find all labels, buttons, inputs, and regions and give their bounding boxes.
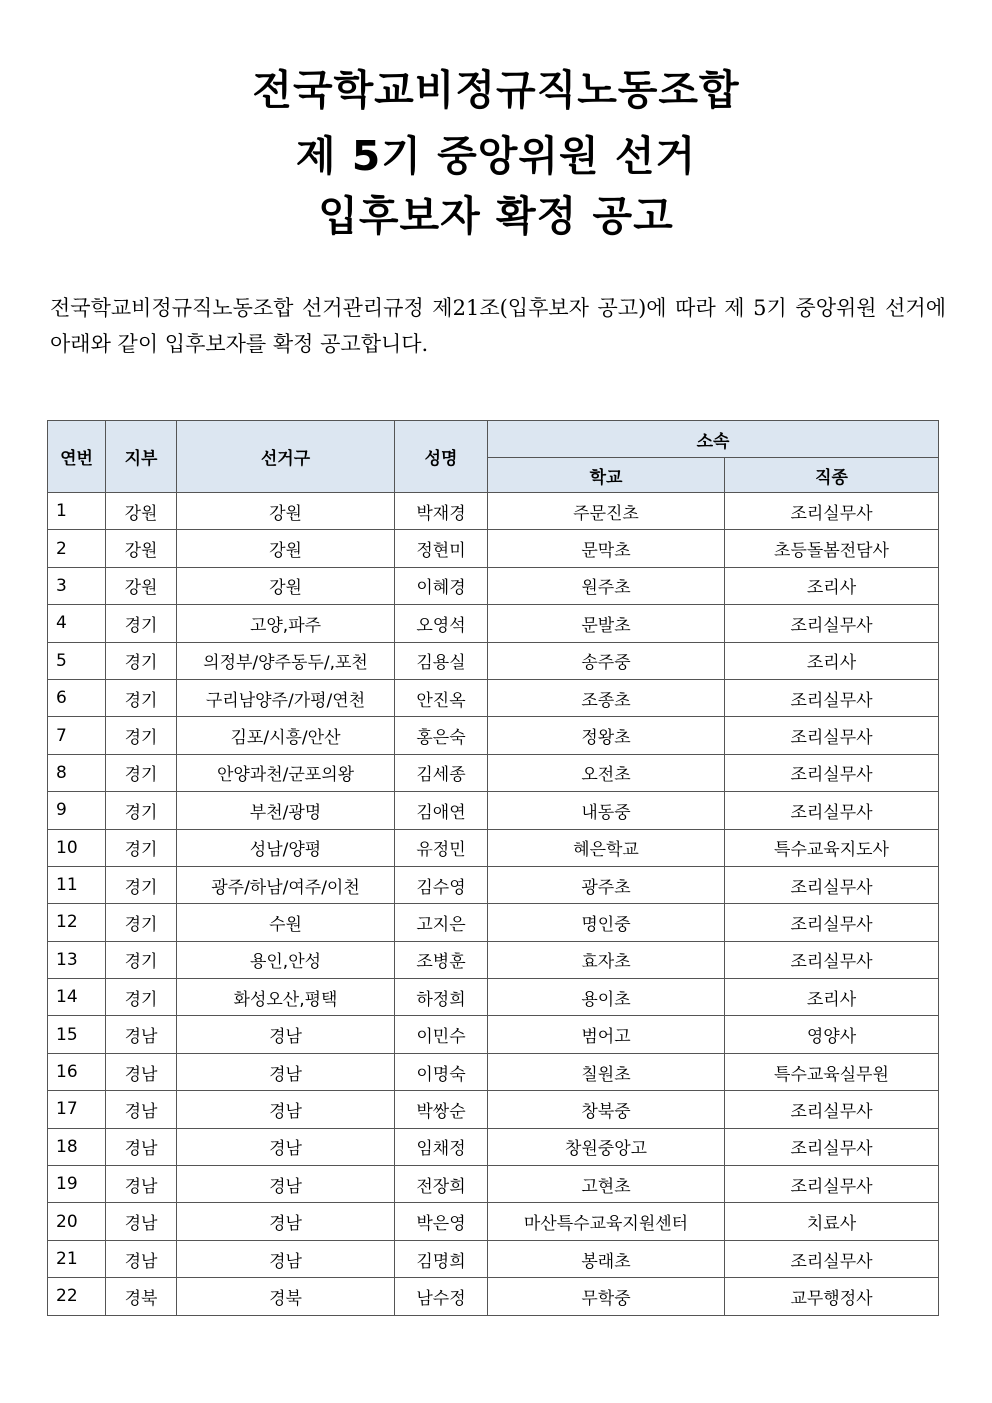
cell-school: 칠원초 (488, 1053, 725, 1090)
table-row (48, 941, 939, 978)
cell-name: 오영석 (395, 605, 488, 642)
cell-branch: 경기 (106, 605, 177, 642)
table-row (48, 1016, 939, 1053)
cell-branch: 경기 (106, 642, 177, 679)
cell-district: 강원 (177, 493, 395, 530)
cell-no: 22 (48, 1278, 106, 1315)
cell-district: 광주/하남/여주/이천 (177, 866, 395, 903)
cell-branch: 경기 (106, 754, 177, 791)
cell-no: 2 (48, 530, 106, 567)
cell-school: 원주초 (488, 567, 725, 604)
cell-no: 19 (48, 1166, 106, 1203)
cell-branch: 경기 (106, 717, 177, 754)
cell-job: 조리사 (725, 979, 939, 1016)
cell-name: 김명희 (395, 1240, 488, 1277)
cell-district: 고양,파주 (177, 605, 395, 642)
header-name: 성명 (395, 421, 488, 493)
cell-district: 김포/시흥/안산 (177, 717, 395, 754)
header-branch: 지부 (106, 421, 177, 493)
cell-district: 안양과천/군포의왕 (177, 754, 395, 791)
cell-district: 화성오산,평택 (177, 979, 395, 1016)
cell-school: 문발초 (488, 605, 725, 642)
cell-school: 내동중 (488, 792, 725, 829)
cell-district: 부천/광명 (177, 792, 395, 829)
cell-branch: 강원 (106, 493, 177, 530)
cell-job: 치료사 (725, 1203, 939, 1240)
table-row (48, 754, 939, 791)
cell-job: 조리실무사 (725, 941, 939, 978)
cell-district: 성남/양평 (177, 829, 395, 866)
header-school: 학교 (488, 458, 725, 493)
cell-no: 10 (48, 829, 106, 866)
intro-paragraph: 전국학교비정규직노동조합 선거관리규정 제21조(입후보자 공고)에 따라 제 5기 중앙위원 선거에 아래와 같이 입후보자를 확정 공고합니다. (50, 296, 946, 356)
cell-branch: 경남 (106, 1091, 177, 1128)
cell-no: 6 (48, 679, 106, 716)
table-row (48, 567, 939, 604)
cell-branch: 경남 (106, 1016, 177, 1053)
cell-no: 8 (48, 754, 106, 791)
cell-no: 15 (48, 1016, 106, 1053)
table-row (48, 1203, 939, 1240)
cell-name: 이명숙 (395, 1053, 488, 1090)
cell-name: 김용실 (395, 642, 488, 679)
cell-school: 오전초 (488, 754, 725, 791)
cell-name: 임채정 (395, 1128, 488, 1165)
table-row (48, 717, 939, 754)
cell-job: 조리실무사 (725, 679, 939, 716)
cell-district: 강원 (177, 567, 395, 604)
table-row (48, 493, 939, 530)
cell-job: 조리실무사 (725, 1091, 939, 1128)
cell-name: 안진옥 (395, 679, 488, 716)
cell-no: 4 (48, 605, 106, 642)
cell-school: 광주초 (488, 866, 725, 903)
cell-district: 경남 (177, 1016, 395, 1053)
cell-district: 구리남양주/가평/연천 (177, 679, 395, 716)
table-row (48, 679, 939, 716)
cell-job: 조리실무사 (725, 1240, 939, 1277)
cell-district: 경남 (177, 1240, 395, 1277)
cell-no: 20 (48, 1203, 106, 1240)
cell-branch: 경기 (106, 941, 177, 978)
cell-name: 고지은 (395, 904, 488, 941)
cell-job: 초등돌봄전담사 (725, 530, 939, 567)
cell-branch: 경기 (106, 829, 177, 866)
header-job: 직종 (725, 458, 939, 493)
cell-name: 김애연 (395, 792, 488, 829)
cell-school: 창북중 (488, 1091, 725, 1128)
header-affiliation: 소속 (488, 421, 939, 458)
cell-school: 효자초 (488, 941, 725, 978)
table-row (48, 1166, 939, 1203)
cell-name: 하정희 (395, 979, 488, 1016)
cell-school: 문막초 (488, 530, 725, 567)
cell-job: 조리실무사 (725, 1166, 939, 1203)
cell-name: 박쌍순 (395, 1091, 488, 1128)
title-line-3: 입후보자 확정 공고 (318, 192, 674, 240)
cell-job: 조리실무사 (725, 493, 939, 530)
cell-no: 14 (48, 979, 106, 1016)
cell-no: 11 (48, 866, 106, 903)
cell-name: 조병훈 (395, 941, 488, 978)
cell-district: 강원 (177, 530, 395, 567)
cell-school: 혜은학교 (488, 829, 725, 866)
cell-school: 고현초 (488, 1166, 725, 1203)
cell-branch: 강원 (106, 567, 177, 604)
cell-name: 유정민 (395, 829, 488, 866)
cell-name: 정현미 (395, 530, 488, 567)
table-row (48, 1091, 939, 1128)
cell-district: 의정부/양주동두/,포천 (177, 642, 395, 679)
cell-school: 봉래초 (488, 1240, 725, 1277)
table-row (48, 904, 939, 941)
cell-no: 17 (48, 1091, 106, 1128)
cell-job: 특수교육실무원 (725, 1053, 939, 1090)
cell-name: 김수영 (395, 866, 488, 903)
cell-branch: 강원 (106, 530, 177, 567)
title-line-1: 전국학교비정규직노동조합 (252, 66, 740, 114)
cell-district: 수원 (177, 904, 395, 941)
cell-job: 조리실무사 (725, 792, 939, 829)
cell-school: 범어고 (488, 1016, 725, 1053)
cell-name: 남수정 (395, 1278, 488, 1315)
cell-name: 이혜경 (395, 567, 488, 604)
header-no: 연번 (48, 421, 106, 493)
cell-district: 경남 (177, 1203, 395, 1240)
cell-name: 박은영 (395, 1203, 488, 1240)
cell-school: 마산특수교육지원센터 (488, 1203, 725, 1240)
cell-branch: 경남 (106, 1053, 177, 1090)
cell-district: 경남 (177, 1091, 395, 1128)
table-row (48, 829, 939, 866)
cell-school: 창원중앙고 (488, 1128, 725, 1165)
cell-job: 조리실무사 (725, 866, 939, 903)
cell-job: 영양사 (725, 1016, 939, 1053)
table-row (48, 1240, 939, 1277)
header-district: 선거구 (177, 421, 395, 493)
cell-branch: 경남 (106, 1166, 177, 1203)
cell-job: 조리실무사 (725, 904, 939, 941)
cell-no: 16 (48, 1053, 106, 1090)
cell-name: 이민수 (395, 1016, 488, 1053)
table-row (48, 530, 939, 567)
cell-no: 1 (48, 493, 106, 530)
cell-school: 송주중 (488, 642, 725, 679)
title-line-2: 제 5기 중앙위원 선거 (295, 132, 697, 180)
cell-no: 9 (48, 792, 106, 829)
cell-district: 경남 (177, 1053, 395, 1090)
cell-no: 21 (48, 1240, 106, 1277)
cell-job: 교무행정사 (725, 1278, 939, 1315)
cell-branch: 경기 (106, 979, 177, 1016)
cell-name: 홍은숙 (395, 717, 488, 754)
cell-job: 조리실무사 (725, 754, 939, 791)
cell-branch: 경기 (106, 866, 177, 903)
table-row (48, 642, 939, 679)
table-row (48, 1053, 939, 1090)
cell-school: 용이초 (488, 979, 725, 1016)
cell-job: 조리사 (725, 642, 939, 679)
cell-job: 조리실무사 (725, 605, 939, 642)
cell-no: 18 (48, 1128, 106, 1165)
table-row (48, 979, 939, 1016)
cell-school: 주문진초 (488, 493, 725, 530)
table-row (48, 1128, 939, 1165)
cell-school: 명인중 (488, 904, 725, 941)
cell-branch: 경기 (106, 679, 177, 716)
cell-name: 전장희 (395, 1166, 488, 1203)
cell-no: 12 (48, 904, 106, 941)
cell-district: 경북 (177, 1278, 395, 1315)
cell-name: 박재경 (395, 493, 488, 530)
cell-no: 13 (48, 941, 106, 978)
cell-branch: 경북 (106, 1278, 177, 1315)
cell-name: 김세종 (395, 754, 488, 791)
cell-no: 7 (48, 717, 106, 754)
cell-branch: 경남 (106, 1240, 177, 1277)
cell-branch: 경남 (106, 1203, 177, 1240)
cell-job: 조리사 (725, 567, 939, 604)
cell-job: 조리실무사 (725, 1128, 939, 1165)
cell-job: 특수교육지도사 (725, 829, 939, 866)
cell-school: 조종초 (488, 679, 725, 716)
cell-district: 경남 (177, 1166, 395, 1203)
cell-school: 정왕초 (488, 717, 725, 754)
cell-branch: 경남 (106, 1128, 177, 1165)
cell-district: 용인,안성 (177, 941, 395, 978)
cell-school: 무학중 (488, 1278, 725, 1315)
table-row (48, 866, 939, 903)
candidate-table (47, 420, 939, 1316)
cell-district: 경남 (177, 1128, 395, 1165)
table-row (48, 605, 939, 642)
cell-branch: 경기 (106, 904, 177, 941)
cell-job: 조리실무사 (725, 717, 939, 754)
cell-branch: 경기 (106, 792, 177, 829)
cell-no: 3 (48, 567, 106, 604)
table-row (48, 792, 939, 829)
table-row (48, 1278, 939, 1315)
cell-no: 5 (48, 642, 106, 679)
